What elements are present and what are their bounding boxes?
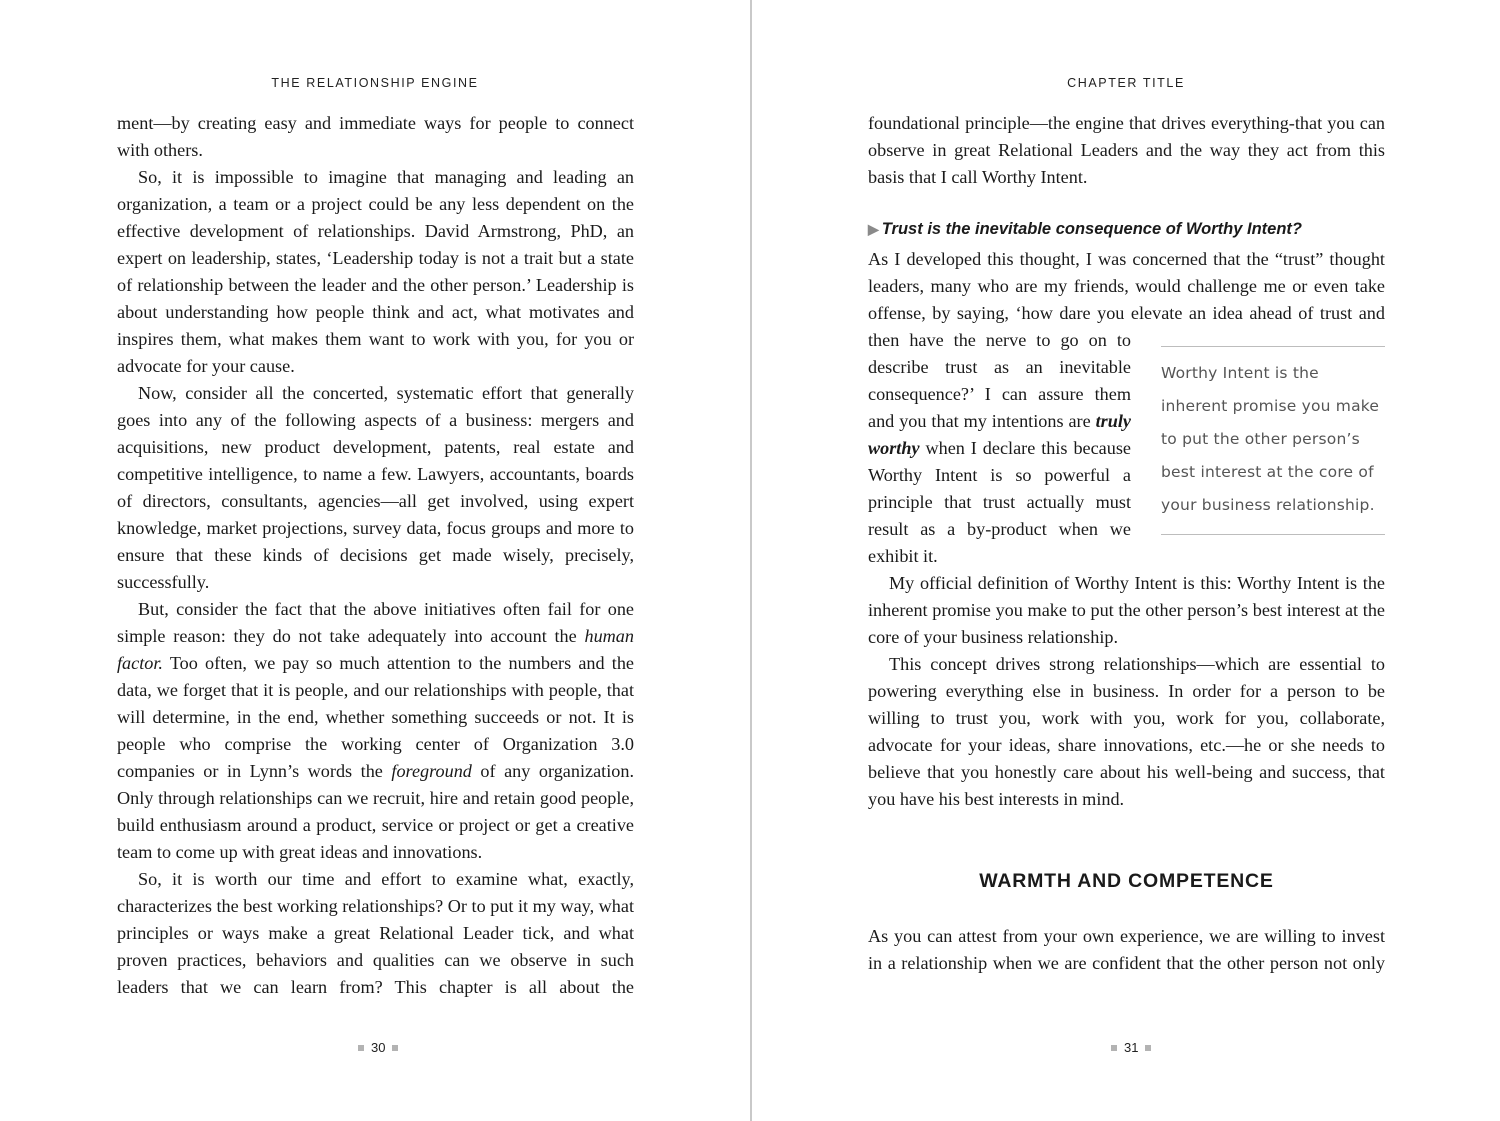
text-run: of any organization. Only through relationships can we recruit, hire and retain good people, build enthusiasm around a product, service or project or get a creative team to come up with great ideas and innovations. xyxy=(117,761,634,862)
page-number xyxy=(351,1040,405,1055)
folio-square-icon xyxy=(1111,1045,1117,1051)
page-number-text: 30 xyxy=(371,1040,386,1055)
right-page-body xyxy=(868,110,1385,977)
paragraph: ment—by creating easy and immediate ways for people to connect with others. xyxy=(117,113,634,160)
folio-square-icon xyxy=(1145,1045,1151,1051)
folio-square-icon xyxy=(358,1045,364,1051)
running-head: CHAPTER TITLE xyxy=(1067,76,1185,90)
right-page xyxy=(752,0,1500,1121)
text-run: But, consider the fact that the above initiatives often fail for one simple reason: they do not take adequately into account the xyxy=(117,599,634,646)
paragraph: foundational principle—the engine that drives everything-that you can observe in great Relational Leaders and the way they act from this basis that I call Worthy Intent. xyxy=(868,113,1385,187)
paragraph: Now, consider all the concerted, systematic effort that generally goes into any of the following aspects of a business: mergers and acquisitions, new product development, patents, real estate and competitive intelligence, to name a few. Lawyers, accountants, boards of directors, consultants, agencies—all get involved, using expert knowledge, market projections, survey data, focus groups and more to ensure that these kinds of decisions get made wisely, precisely, successfully. xyxy=(117,383,634,592)
text-run: when I declare this because Worthy Intent is so powerful a principle that trust actually must result as a by-product when we exhibit it. xyxy=(868,438,1131,566)
text-run: Too often, we pay so much attention to the numbers and the data, we forget that it is people, and our relationships with people, that will determine, in the end, whether something succeeds or not. It is people who comprise the working center of Organization 3.0 companies or in Lynn’s words the xyxy=(117,653,634,781)
left-page-body xyxy=(117,110,634,1001)
text-run: As I developed this thought, I was concerned that the “trust” thought leaders, many who are my friends, would challenge me or even take offense, by saying, ‘how dare you elevate an idea ahead of xyxy=(868,249,1385,323)
emphasis: human factor. xyxy=(117,626,634,673)
text-run: trust and then have the nerve to go on to describe trust as an inevitable consequence?’ I can assure them and you that my intentions are xyxy=(868,303,1385,431)
paragraph: This concept drives strong relationships—which are essential to powering everything else in business. In order for a person to be willing to trust you, work with you, work for you, collaborate, advocate for your ideas, share innovations, etc.—he or she needs to believe that you honestly care about his well-being and success, that you have his best interests in mind. xyxy=(868,654,1385,809)
running-head: THE RELATIONSHIP ENGINE xyxy=(271,76,479,90)
paragraph: So, it is impossible to imagine that managing and leading an organization, a team or a project could be any less dependent on the effective development of relationships. David Armstrong, PhD, an expert on leadership, states, ‘Leadership today is not a trait but a state of relationship between the leader and the other person.’ Leadership is about understanding how people think and act, what motivates and inspires them, what makes them want to work with you, for you or advocate for your cause. xyxy=(117,167,634,376)
paragraph xyxy=(868,246,1385,570)
paragraph xyxy=(117,596,634,866)
emphasis: foreground xyxy=(391,761,472,781)
page-number-text: 31 xyxy=(1124,1040,1139,1055)
triangle-bullet-icon: ▶ xyxy=(868,221,879,237)
pull-quote: Worthy Intent is the inherent promise you make to put the other person’s best interest at the core of your business relationship. xyxy=(1161,346,1385,535)
paragraph: As you can attest from your own experience, we are willing to invest in a relationship when we are confident that the other person not only xyxy=(868,926,1385,973)
section-heading: WARMTH AND COMPETENCE xyxy=(979,870,1274,892)
paragraph: My official definition of Worthy Intent is this: Worthy Intent is the inherent promise you make to put the other person’s best interest at the core of your business relationship. xyxy=(868,573,1385,647)
subheading xyxy=(868,215,1385,243)
folio-square-icon xyxy=(392,1045,398,1051)
page-number xyxy=(1104,1040,1158,1055)
subheading-text: Trust is the inevitable consequence of Worthy Intent? xyxy=(881,220,1302,238)
paragraph: So, it is worth our time and effort to examine what, exactly, characterizes the best working relationships? Or to put it my way, what principles or ways make a great Relational Leader tick, and what proven practices, behaviors and qualities can we observe in such leaders that we can learn from? This chapter is all about the xyxy=(117,869,635,997)
bold-italic-emphasis: truly worthy xyxy=(868,411,1131,458)
